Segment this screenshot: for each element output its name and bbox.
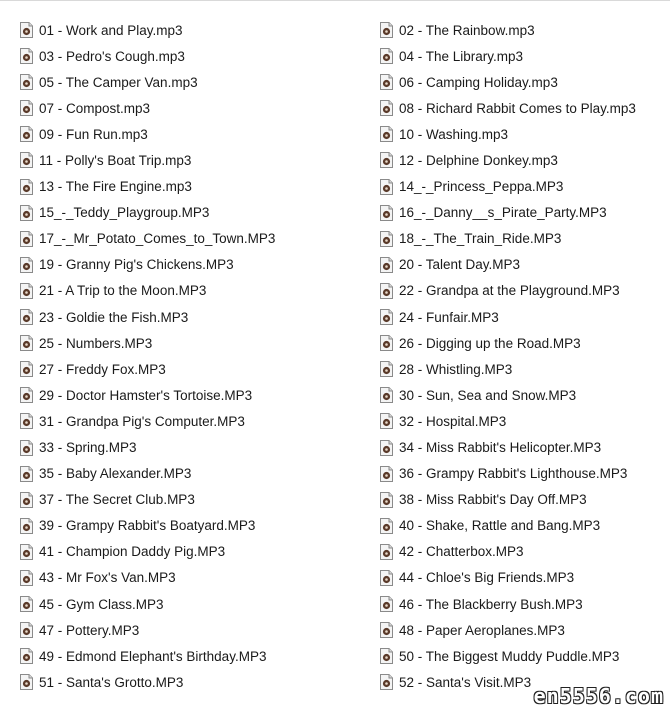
- audio-file-icon: [20, 361, 33, 377]
- file-name: 10 - Washing.mp3: [399, 126, 509, 142]
- file-name: 07 - Compost.mp3: [39, 100, 151, 116]
- audio-file-icon: [20, 570, 33, 586]
- audio-file-icon: [20, 100, 33, 116]
- file-name: 19 - Granny Pig's Chickens.MP3: [39, 257, 234, 273]
- file-item[interactable]: [360, 435, 670, 461]
- audio-file-icon: [380, 492, 393, 508]
- audio-file-icon: [20, 622, 33, 638]
- file-name: 52 - Santa's Visit.MP3: [399, 674, 532, 690]
- audio-file-icon: [380, 413, 393, 429]
- file-item[interactable]: [360, 487, 670, 513]
- audio-file-icon: [380, 309, 393, 325]
- audio-file-icon: [20, 152, 33, 168]
- file-name: 23 - Goldie the Fish.MP3: [39, 309, 189, 325]
- audio-file-icon: [20, 518, 33, 534]
- file-name: 11 - Polly's Boat Trip.mp3: [39, 152, 192, 168]
- file-item[interactable]: [360, 121, 670, 147]
- file-item[interactable]: [0, 408, 360, 434]
- file-name: 18_-_The_Train_Ride.MP3: [399, 231, 562, 247]
- file-name: 41 - Champion Daddy Pig.MP3: [39, 544, 226, 560]
- file-item[interactable]: [0, 461, 360, 487]
- file-list: [0, 17, 670, 695]
- file-item[interactable]: [360, 330, 670, 356]
- file-item[interactable]: [0, 356, 360, 382]
- file-item[interactable]: [0, 147, 360, 173]
- file-item[interactable]: [360, 382, 670, 408]
- audio-file-icon: [20, 674, 33, 690]
- file-name: 22 - Grandpa at the Playground.MP3: [399, 283, 620, 299]
- audio-file-icon: [380, 570, 393, 586]
- file-item[interactable]: [0, 121, 360, 147]
- file-name: 05 - The Camper Van.mp3: [39, 74, 198, 90]
- file-name: 48 - Paper Aeroplanes.MP3: [399, 622, 565, 638]
- file-name: 51 - Santa's Grotto.MP3: [39, 674, 184, 690]
- audio-file-icon: [20, 335, 33, 351]
- file-item[interactable]: [0, 669, 360, 695]
- audio-file-icon: [20, 231, 33, 247]
- audio-file-icon: [20, 648, 33, 664]
- file-name: 08 - Richard Rabbit Comes to Play.mp3: [399, 100, 636, 116]
- file-name: 34 - Miss Rabbit's Helicopter.MP3: [399, 440, 602, 455]
- audio-file-icon: [20, 413, 33, 429]
- file-name: 06 - Camping Holiday.mp3: [399, 74, 558, 90]
- file-name: 47 - Pottery.MP3: [39, 622, 140, 638]
- file-item[interactable]: [0, 95, 360, 121]
- file-item[interactable]: [360, 252, 670, 278]
- file-item[interactable]: [360, 17, 670, 43]
- file-name: 35 - Baby Alexander.MP3: [39, 466, 192, 482]
- file-name: 02 - The Rainbow.mp3: [399, 22, 535, 38]
- file-name: 04 - The Library.mp3: [399, 48, 524, 64]
- audio-file-icon: [380, 283, 393, 299]
- file-item[interactable]: [0, 69, 360, 95]
- audio-file-icon: [380, 361, 393, 377]
- audio-file-icon: [380, 648, 393, 664]
- file-name: 27 - Freddy Fox.MP3: [39, 361, 166, 377]
- file-name: 13 - The Fire Engine.mp3: [39, 179, 192, 195]
- file-name: 25 - Numbers.MP3: [39, 335, 153, 351]
- file-name: 33 - Spring.MP3: [39, 440, 137, 455]
- audio-file-icon: [20, 74, 33, 90]
- file-item[interactable]: [360, 43, 670, 69]
- file-name: 46 - The Blackberry Bush.MP3: [399, 596, 583, 612]
- audio-file-icon: [380, 596, 393, 612]
- audio-file-icon: [380, 100, 393, 116]
- audio-file-icon: [380, 152, 393, 168]
- audio-file-icon: [20, 48, 33, 64]
- file-item[interactable]: [360, 565, 670, 591]
- file-item[interactable]: [0, 17, 360, 43]
- file-item[interactable]: [360, 147, 670, 173]
- file-name: 49 - Edmond Elephant's Birthday.MP3: [39, 648, 267, 664]
- file-name: 15_-_Teddy_Playgroup.MP3: [39, 205, 210, 221]
- file-item[interactable]: [0, 513, 360, 539]
- file-name: 03 - Pedro's Cough.mp3: [39, 48, 185, 64]
- audio-file-icon: [20, 126, 33, 142]
- file-name: 17_-_Mr_Potato_Comes_to_Town.MP3: [39, 231, 276, 247]
- file-item[interactable]: [360, 304, 670, 330]
- audio-file-icon: [380, 257, 393, 273]
- file-item[interactable]: [0, 200, 360, 226]
- file-item[interactable]: [360, 95, 670, 121]
- file-item[interactable]: [360, 617, 670, 643]
- file-item[interactable]: [0, 487, 360, 513]
- audio-file-icon: [20, 257, 33, 273]
- file-name: 39 - Grampy Rabbit's Boatyard.MP3: [39, 518, 256, 534]
- audio-file-icon: [380, 674, 393, 690]
- file-item[interactable]: [0, 591, 360, 617]
- file-name: 37 - The Secret Club.MP3: [39, 492, 195, 508]
- file-name: 45 - Gym Class.MP3: [39, 596, 164, 612]
- file-name: 16_-_Danny__s_Pirate_Party.MP3: [399, 205, 607, 221]
- audio-file-icon: [380, 466, 393, 482]
- audio-file-icon: [20, 544, 33, 560]
- audio-file-icon: [20, 205, 33, 221]
- file-name: 01 - Work and Play.mp3: [39, 22, 183, 38]
- audio-file-icon: [20, 283, 33, 299]
- file-name: 31 - Grandpa Pig's Computer.MP3: [39, 413, 245, 429]
- site-watermark: en5556.com: [533, 684, 664, 708]
- audio-file-icon: [380, 544, 393, 560]
- file-item[interactable]: [360, 200, 670, 226]
- file-item[interactable]: [360, 278, 670, 304]
- file-item[interactable]: [0, 174, 360, 200]
- audio-file-icon: [20, 179, 33, 195]
- audio-file-icon: [20, 387, 33, 403]
- audio-file-icon: [20, 492, 33, 508]
- file-item[interactable]: [0, 43, 360, 69]
- file-item[interactable]: [360, 539, 670, 565]
- file-name: 20 - Talent Day.MP3: [399, 257, 521, 273]
- file-name: 30 - Sun, Sea and Snow.MP3: [399, 387, 577, 403]
- audio-file-icon: [20, 440, 33, 456]
- file-item[interactable]: [360, 174, 670, 200]
- audio-file-icon: [380, 126, 393, 142]
- file-item[interactable]: [0, 278, 360, 304]
- file-item[interactable]: [360, 513, 670, 539]
- audio-file-icon: [380, 48, 393, 64]
- file-name: 36 - Grampy Rabbit's Lighthouse.MP3: [399, 466, 628, 482]
- file-name: 09 - Fun Run.mp3: [39, 126, 148, 142]
- audio-file-icon: [380, 440, 393, 456]
- file-name: 40 - Shake, Rattle and Bang.MP3: [399, 518, 601, 534]
- audio-file-icon: [380, 22, 393, 38]
- file-item[interactable]: [360, 591, 670, 617]
- file-name: 12 - Delphine Donkey.mp3: [399, 152, 558, 168]
- audio-file-icon: [20, 466, 33, 482]
- audio-file-icon: [380, 518, 393, 534]
- file-item[interactable]: [360, 356, 670, 382]
- file-item[interactable]: [0, 382, 360, 408]
- file-item[interactable]: [0, 539, 360, 565]
- file-item[interactable]: [0, 565, 360, 591]
- audio-file-icon: [20, 309, 33, 325]
- file-item[interactable]: [0, 330, 360, 356]
- file-item[interactable]: [360, 69, 670, 95]
- file-name: 24 - Funfair.MP3: [399, 309, 499, 325]
- file-item[interactable]: [0, 226, 360, 252]
- file-item[interactable]: [0, 252, 360, 278]
- file-item[interactable]: [0, 617, 360, 643]
- file-item[interactable]: [360, 226, 670, 252]
- file-name: 28 - Whistling.MP3: [399, 361, 513, 377]
- audio-file-icon: [380, 335, 393, 351]
- file-item[interactable]: [360, 461, 670, 487]
- audio-file-icon: [380, 179, 393, 195]
- file-name: 21 - A Trip to the Moon.MP3: [39, 283, 207, 299]
- file-name: 29 - Doctor Hamster's Tortoise.MP3: [39, 387, 253, 403]
- file-name: 38 - Miss Rabbit's Day Off.MP3: [399, 492, 587, 508]
- file-item[interactable]: [360, 643, 670, 669]
- audio-file-icon: [380, 74, 393, 90]
- file-item[interactable]: [0, 435, 360, 461]
- top-divider: [0, 0, 670, 1]
- file-item[interactable]: [360, 408, 670, 434]
- audio-file-icon: [20, 596, 33, 612]
- file-name: 32 - Hospital.MP3: [399, 413, 507, 429]
- file-name: 43 - Mr Fox's Van.MP3: [39, 570, 176, 586]
- audio-file-icon: [380, 622, 393, 638]
- file-item[interactable]: [0, 304, 360, 330]
- file-name: 44 - Chloe's Big Friends.MP3: [399, 570, 575, 586]
- audio-file-icon: [380, 205, 393, 221]
- audio-file-icon: [380, 231, 393, 247]
- audio-file-icon: [20, 22, 33, 38]
- file-name: 50 - The Biggest Muddy Puddle.MP3: [399, 648, 620, 664]
- file-item[interactable]: [0, 643, 360, 669]
- file-name: 14_-_Princess_Peppa.MP3: [399, 179, 564, 195]
- file-name: 26 - Digging up the Road.MP3: [399, 335, 581, 351]
- file-name: 42 - Chatterbox.MP3: [399, 544, 524, 560]
- audio-file-icon: [380, 387, 393, 403]
